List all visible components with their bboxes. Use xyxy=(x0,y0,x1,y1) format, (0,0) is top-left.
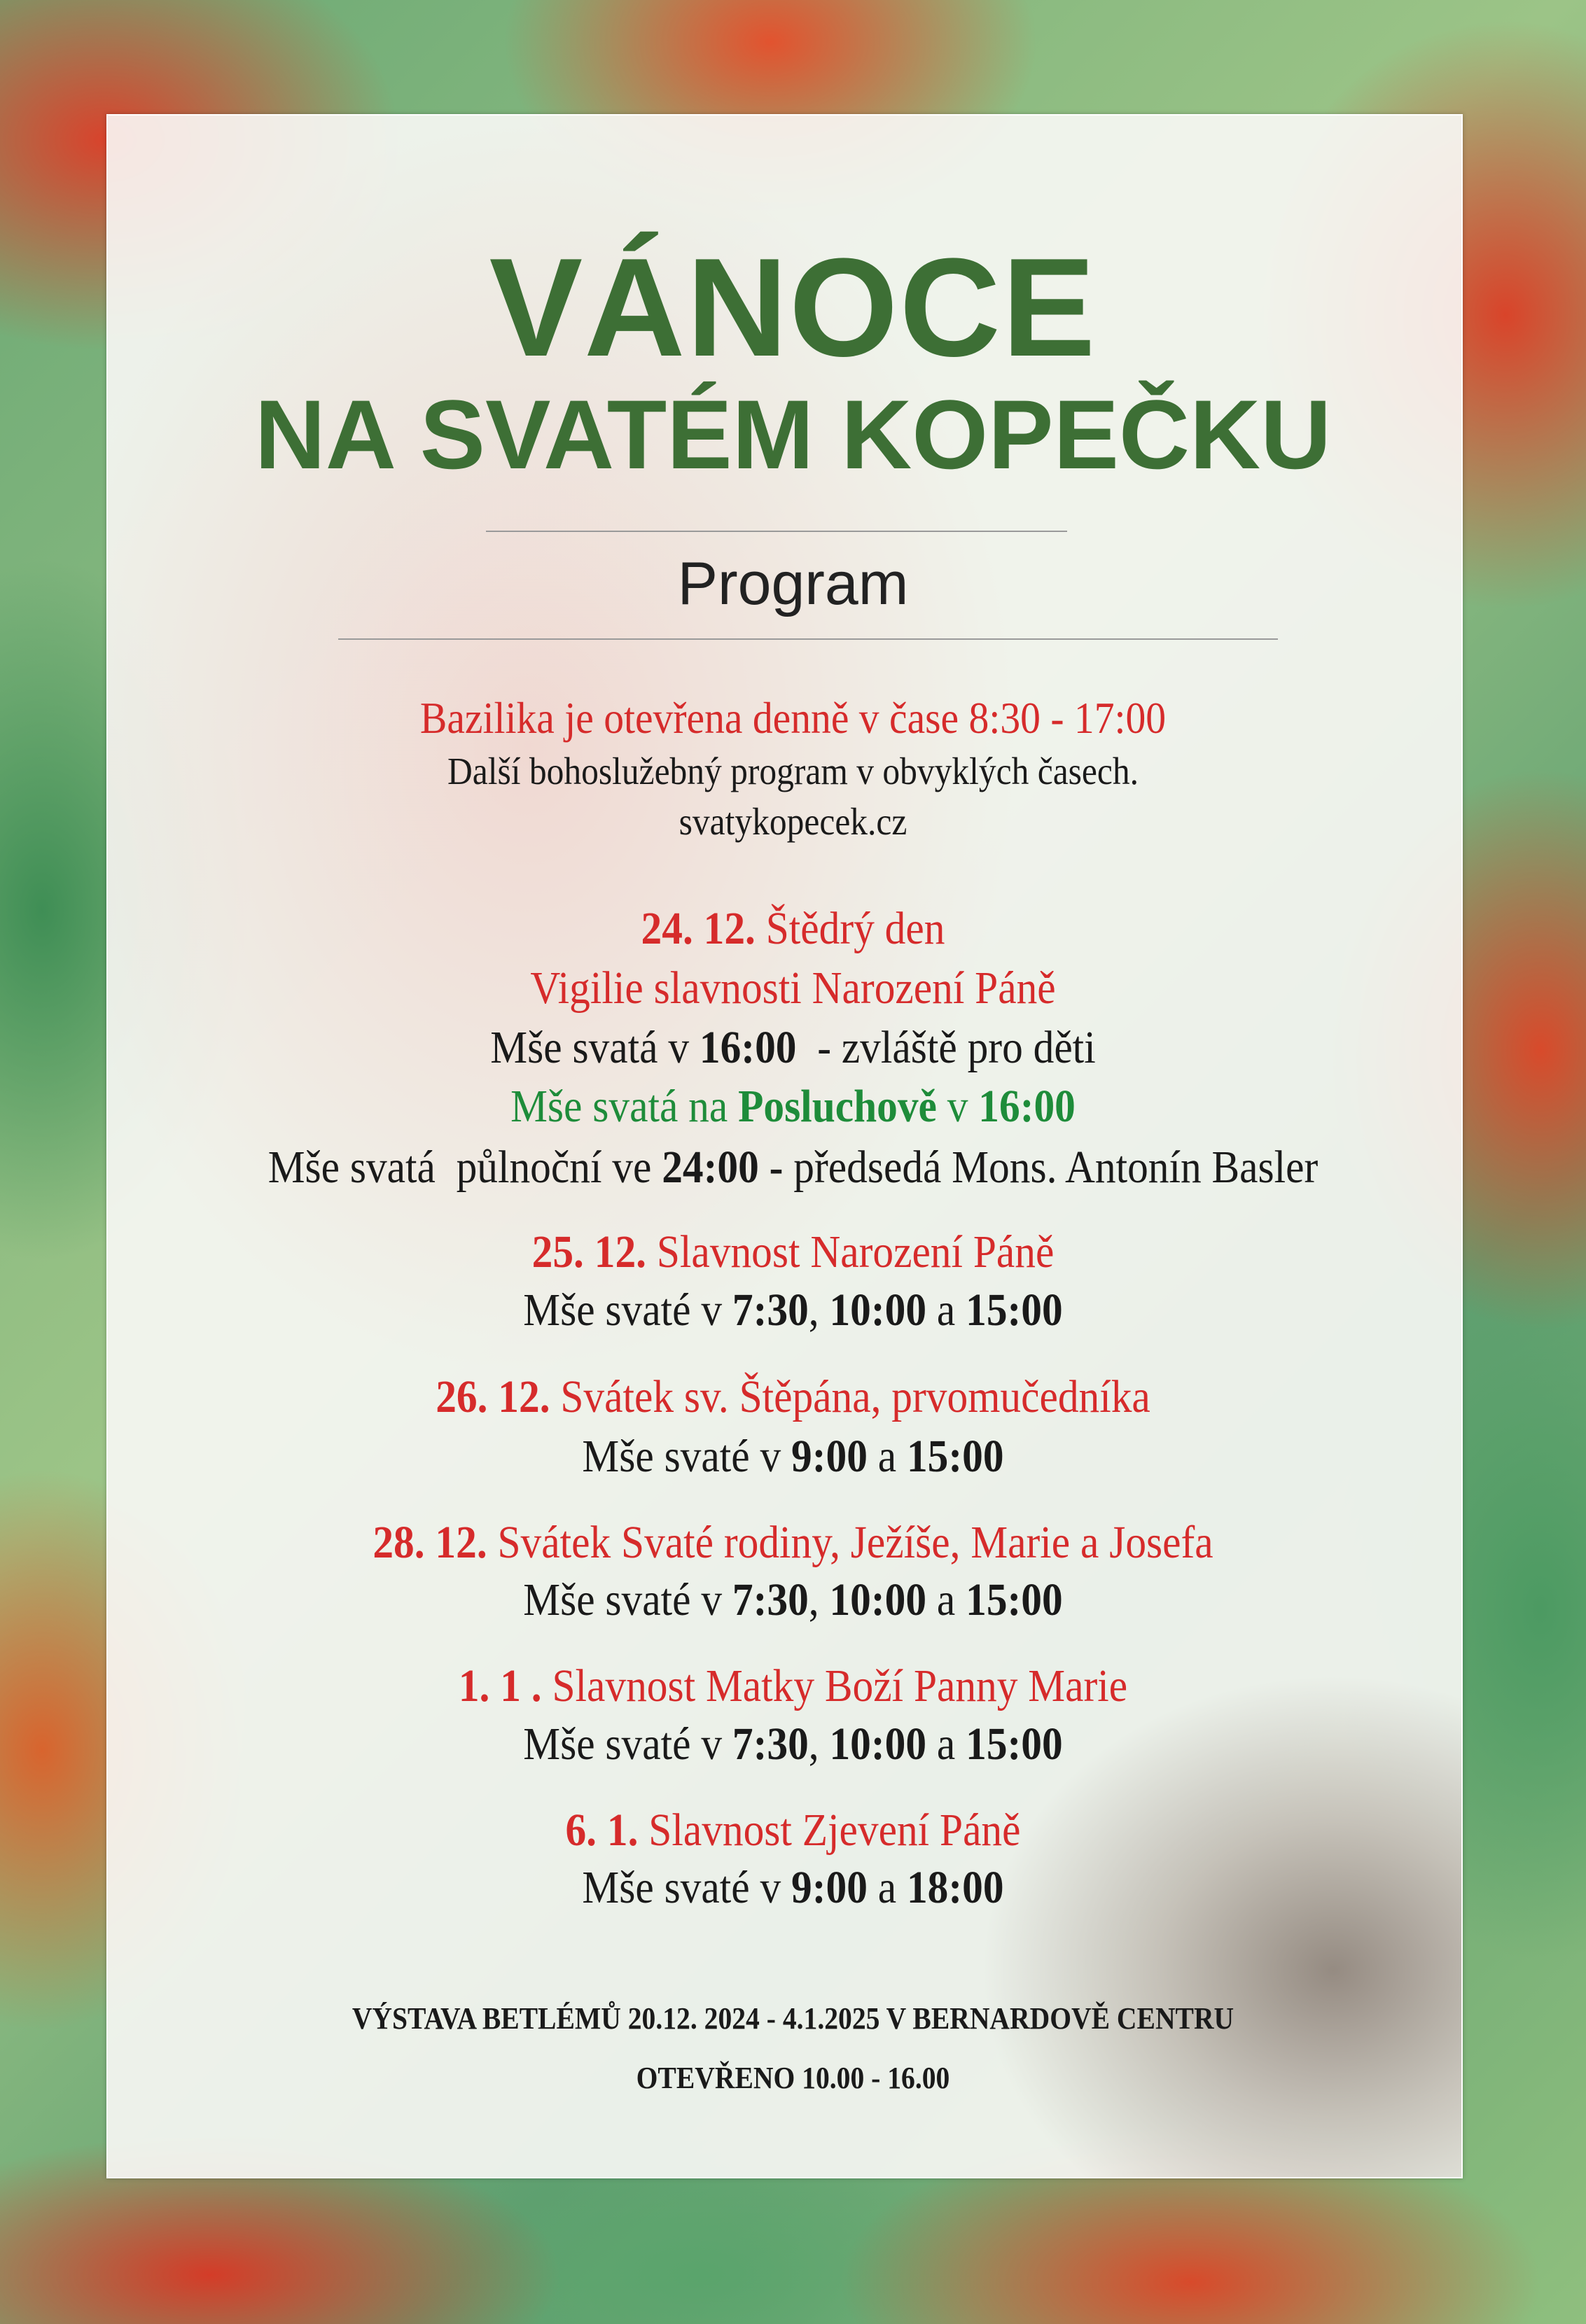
line-segment: předsedá Mons. Antonín Basler xyxy=(783,1142,1319,1194)
line-segment: , xyxy=(808,1574,830,1626)
schedule-line xyxy=(79,749,1507,793)
line-segment: 10:00 xyxy=(829,1718,927,1770)
schedule-line xyxy=(79,799,1507,844)
line-segment: 26. 12. xyxy=(436,1371,561,1423)
line-segment: 9:00 xyxy=(791,1862,868,1914)
line-segment: 15:00 xyxy=(906,1431,1004,1483)
schedule-line xyxy=(79,1021,1507,1074)
line-segment: 15:00 xyxy=(966,1718,1063,1770)
line-segment: svatykopecek.cz xyxy=(679,800,907,843)
line-segment: Mše svaté v xyxy=(523,1284,732,1336)
line-segment: 15:00 xyxy=(966,1284,1063,1336)
line-segment: 18:00 xyxy=(906,1862,1004,1914)
line-segment: Slavnost Zjevení Páně xyxy=(648,1805,1021,1856)
title: VÁNOCE xyxy=(489,230,1097,386)
line-segment: Svátek Svaté rodiny, Ježíše, Marie a Josefa xyxy=(497,1517,1213,1569)
line-segment: 9:00 xyxy=(791,1431,868,1483)
divider xyxy=(486,531,1067,532)
line-segment: Mše svaté v xyxy=(523,1574,732,1626)
line-segment: 6. 1. xyxy=(565,1805,649,1856)
line-segment: a xyxy=(867,1431,907,1483)
line-segment: , xyxy=(808,1284,830,1336)
line-segment: Mše svatá půlnoční ve xyxy=(267,1142,662,1194)
line-segment: 7:30 xyxy=(732,1718,809,1770)
line-segment: a xyxy=(867,1862,907,1914)
line-segment: 16:00 xyxy=(978,1081,1076,1133)
schedule-line xyxy=(79,1371,1507,1424)
subtitle: NA SVATÉM KOPEČKU xyxy=(254,379,1332,489)
schedule-line xyxy=(79,1226,1507,1279)
line-segment: Posluchově xyxy=(738,1081,937,1133)
schedule-line xyxy=(79,1574,1507,1627)
exhibition-text: VÝSTAVA BETLÉMŮ 20.12. 2024 - 4.1.2025 V BERNARDOVĚ CENTRU xyxy=(352,2001,1234,2036)
divider xyxy=(338,638,1278,640)
line-segment: 16:00 xyxy=(699,1022,797,1074)
line-segment: a xyxy=(926,1284,966,1336)
line-segment: 7:30 xyxy=(732,1574,809,1626)
schedule-line xyxy=(79,692,1507,744)
schedule-line xyxy=(79,962,1507,1015)
line-segment: Mše svaté v xyxy=(582,1862,792,1914)
line-segment: Mše svaté v xyxy=(582,1431,792,1483)
line-segment: Štědrý den xyxy=(765,903,945,955)
line-segment: Bazilika je otevřena denně v čase 8:30 - 17:00 xyxy=(419,692,1167,743)
line-segment: 28. 12. xyxy=(373,1517,498,1569)
line-segment: 25. 12. xyxy=(531,1226,657,1278)
line-segment: Mše svaté v xyxy=(523,1718,732,1770)
line-segment: Slavnost Narození Páně xyxy=(656,1226,1055,1278)
line-segment: Mše svatá v xyxy=(490,1022,700,1074)
line-segment: , xyxy=(808,1718,830,1770)
program-heading: Program xyxy=(677,550,909,617)
line-segment: 15:00 xyxy=(966,1574,1063,1626)
line-segment: 7:30 xyxy=(732,1284,809,1336)
line-segment: Slavnost Matky Boží Panny Marie xyxy=(552,1660,1128,1712)
schedule-line xyxy=(79,1284,1507,1337)
line-segment: Vigilie slavnosti Narození Páně xyxy=(530,962,1056,1014)
line-segment: 24:00 - xyxy=(662,1142,784,1194)
line-segment: 1. 1 . xyxy=(458,1660,552,1712)
schedule-line xyxy=(79,1080,1507,1133)
schedule-line xyxy=(79,1804,1507,1857)
schedule-line xyxy=(79,1430,1507,1483)
line-segment: - zvláště pro děti xyxy=(796,1022,1096,1074)
schedule-line xyxy=(79,1861,1507,1914)
line-segment: Další bohoslužebný program v obvyklých časech. xyxy=(447,750,1139,792)
line-segment: Mše svatá na xyxy=(510,1081,739,1133)
schedule-line xyxy=(79,1141,1507,1194)
line-segment: 10:00 xyxy=(829,1574,927,1626)
line-segment: 10:00 xyxy=(829,1284,927,1336)
schedule-line xyxy=(79,1718,1507,1771)
schedule-line xyxy=(79,902,1507,955)
line-segment: 24. 12. xyxy=(641,903,766,955)
line-segment: a xyxy=(926,1574,966,1626)
schedule-line xyxy=(79,1516,1507,1569)
schedule-line xyxy=(79,1660,1507,1713)
line-segment: a xyxy=(926,1718,966,1770)
line-segment: Svátek sv. Štěpána, prvomučedníka xyxy=(560,1371,1150,1423)
line-segment: v xyxy=(936,1081,979,1133)
exhibition-hours: OTEVŘENO 10.00 - 16.00 xyxy=(636,2061,950,2095)
